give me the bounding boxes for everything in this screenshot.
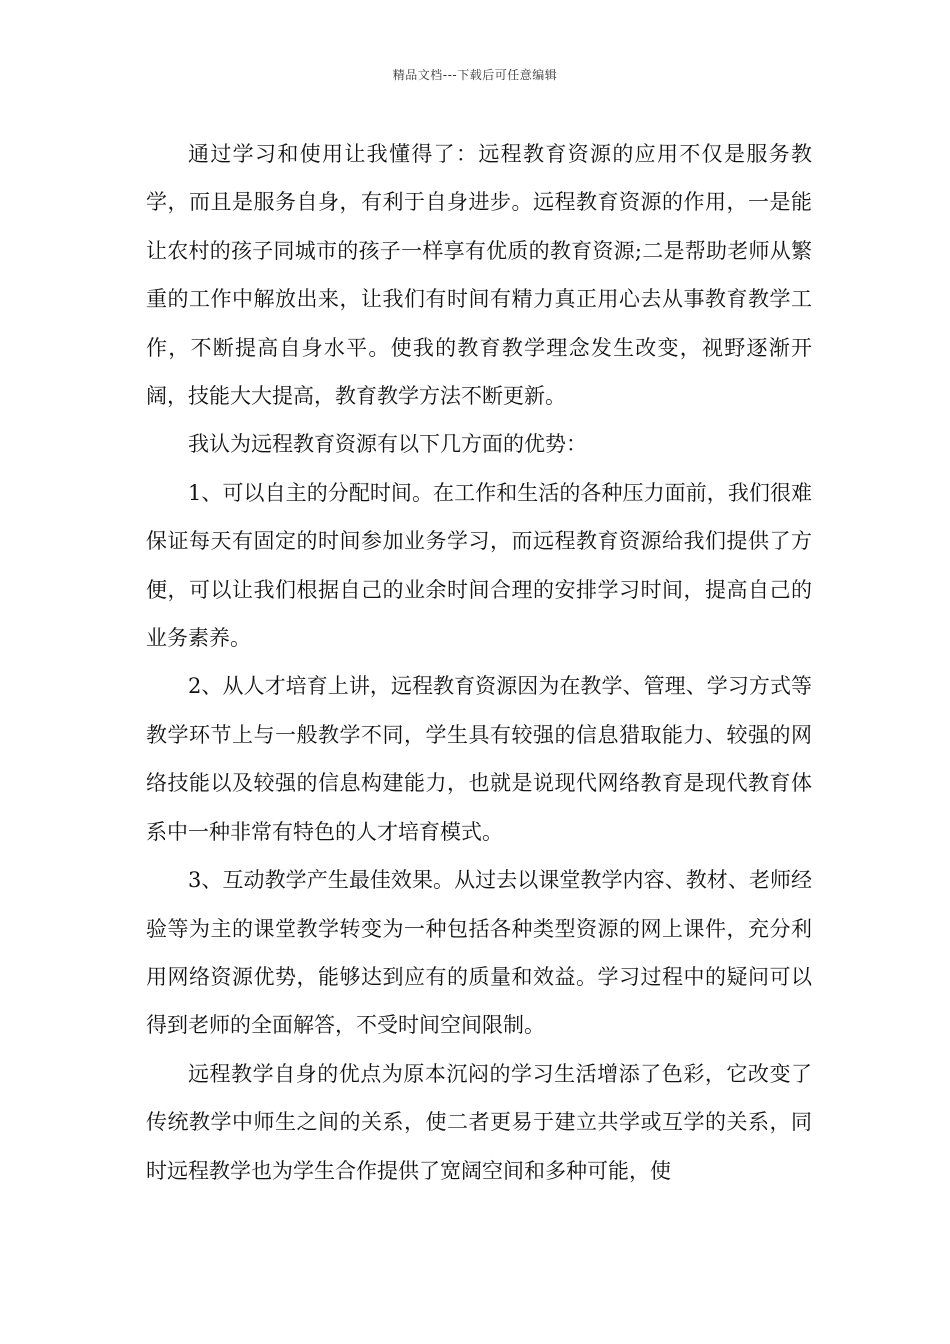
paragraph: 2、从人才培育上讲，远程教育资源因为在教学、管理、学习方式等教学环节上与一般教学不同，学生具有较强的信息猎取能力、较强的网络技能以及较强的信息构建能力，也就是说现代网络教育是现代教育体系中一种非常有特色的人才培育模式。 bbox=[146, 674, 812, 844]
document-body bbox=[146, 130, 812, 1195]
paragraph: 通过学习和使用让我懂得了：远程教育资源的应用不仅是服务教学，而且是服务自身，有利于自身进步。远程教育资源的作用，一是能让农村的孩子同城市的孩子一样享有优质的教育资源;二是帮助老师从繁重的工作中解放出来，让我们有时间有精力真正用心去从事教育教学工作，不断提高自身水平。使我的教育教学理念发生改变，视野逐渐开阔，技能大大提高，教育教学方法不断更新。 bbox=[146, 142, 812, 409]
paragraph: 3、互动教学产生最佳效果。从过去以课堂教学内容、教材、老师经验等为主的课堂教学转变为一种包括各种类型资源的网上课件，充分利用网络资源优势，能够达到应有的质量和效益。学习过程中的疑问可以得到老师的全面解答，不受时间空间限制。 bbox=[146, 868, 812, 1038]
page-header: 精品文档---下载后可任意编辑 bbox=[392, 68, 558, 82]
paragraph: 我认为远程教育资源有以下几方面的优势： bbox=[188, 432, 587, 457]
paragraph: 1、可以自主的分配时间。在工作和生活的各种压力面前，我们很难保证每天有固定的时间参加业务学习，而远程教育资源给我们提供了方便，可以让我们根据自己的业余时间合理的安排学习时间，提高自己的业务素养。 bbox=[146, 480, 812, 651]
paragraph: 远程教学自身的优点为原本沉闷的学习生活增添了色彩，它改变了传统教学中师生之间的关系，使二者更易于建立共学或互学的关系，同时远程教学也为学生合作提供了宽阔空间和多种可能，使 bbox=[146, 1061, 812, 1183]
